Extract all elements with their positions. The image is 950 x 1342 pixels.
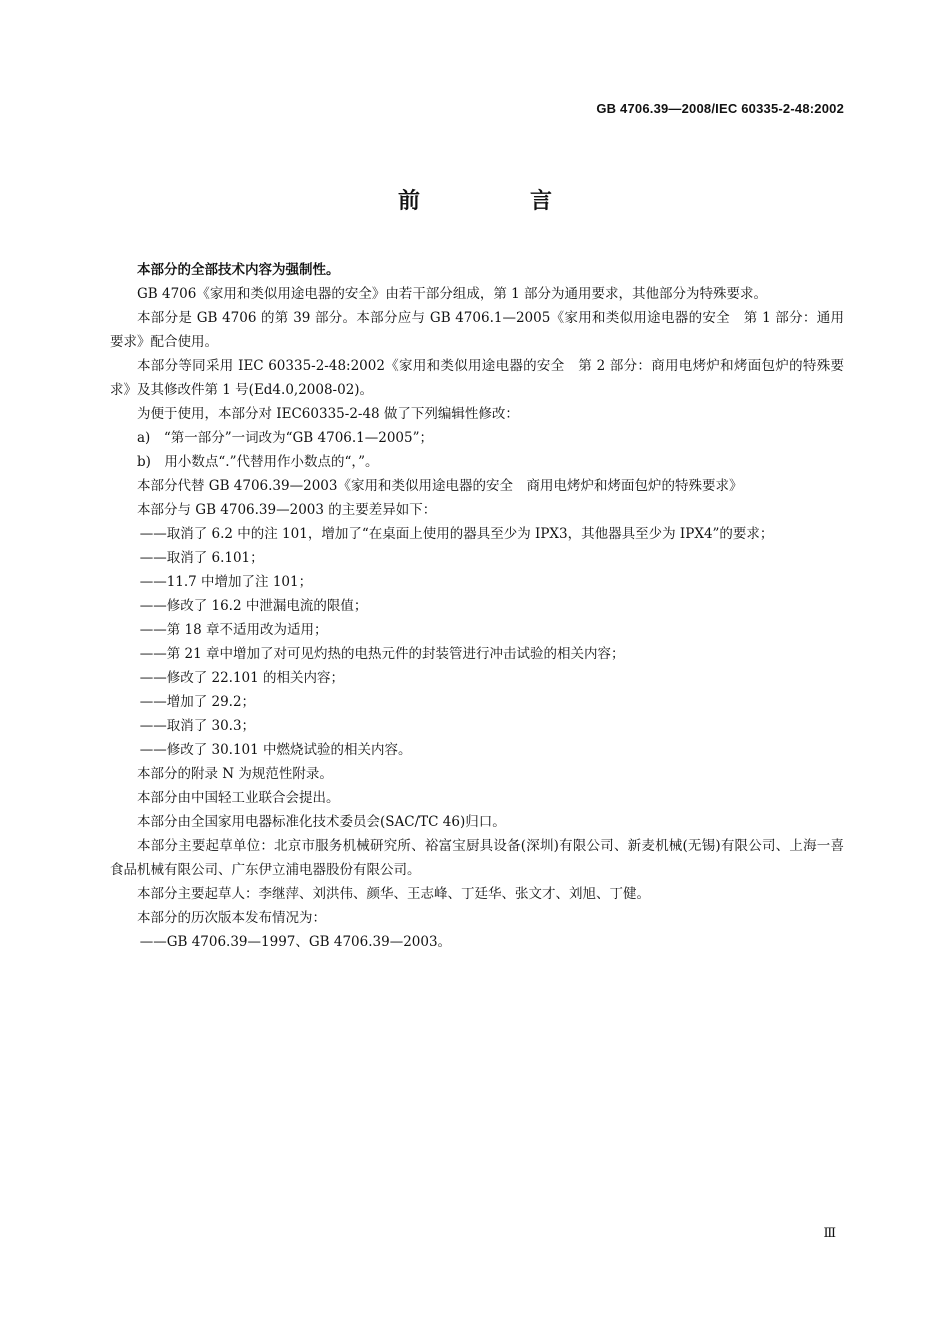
diff-list-item: ——增加了 29.2； (139, 694, 256, 710)
paragraph: 本部分代替 GB 4706.39—2003《家用和类似用途电器的安全 商用电烤炉和烤面包炉的特殊要求》 (137, 478, 743, 494)
mandatory-statement: 本部分的全部技术内容为强制性。 (137, 262, 340, 278)
page-title: 前 言 (397, 189, 596, 214)
edit-list-item: a) “第一部分”一词改为“GB 4706.1—2005”； (137, 430, 434, 446)
diff-list-item: ——修改了 22.101 的相关内容； (139, 670, 345, 686)
paragraph: 本部分与 GB 4706.39—2003 的主要差异如下： (137, 502, 437, 518)
diff-list-item: ——修改了 16.2 中泄漏电流的限值； (139, 598, 368, 614)
paragraph: 本部分等同采用 IEC 60335-2-48:2002《家用和类似用途电器的安全 第 2 部分：商用电烤炉和烤面包炉的特殊要求》及其修改件第 1 号(Ed4.0,2008-02)。 (110, 358, 844, 398)
page-number: Ⅲ (823, 1225, 836, 1240)
diff-list-item: ——修改了 30.101 中燃烧试验的相关内容。 (139, 742, 412, 758)
paragraph: 本部分主要起草单位：北京市服务机械研究所、裕富宝厨具设备(深圳)有限公司、新麦机械(无锡)有限公司、上海一喜食品机械有限公司、广东伊立浦电器股份有限公司。 (110, 838, 844, 878)
diff-list-item: ——第 21 章中增加了对可见灼热的电热元件的封装管进行冲击试验的相关内容； (139, 646, 625, 662)
paragraph: 本部分的附录 N 为规范性附录。 (137, 766, 333, 782)
paragraph: 为便于使用，本部分对 IEC60335-2-48 做了下列编辑性修改： (137, 406, 519, 422)
document-body (110, 258, 844, 954)
diff-list-item: ——取消了 6.101； (139, 550, 264, 566)
diff-list-item: ——取消了 6.2 中的注 101，增加了“在桌面上使用的器具至少为 IPX3，其他器具至少为 IPX4”的要求； (139, 526, 774, 542)
diff-list-item: ——第 18 章不适用改为适用； (139, 622, 328, 638)
edit-list-item: b) 用小数点“.”代替用作小数点的“，”。 (137, 454, 379, 470)
paragraph: 本部分的历次版本发布情况为： (137, 910, 326, 926)
paragraph: 本部分由全国家用电器标准化技术委员会(SAC/TC 46)归口。 (137, 814, 506, 830)
paragraph: GB 4706《家用和类似用途电器的安全》由若干部分组成，第 1 部分为通用要求，其他部分为特殊要求。 (137, 286, 768, 302)
diff-list-item: ——取消了 30.3； (139, 718, 256, 734)
paragraph: 本部分是 GB 4706 的第 39 部分。本部分应与 GB 4706.1—2005《家用和类似用途电器的安全 第 1 部分：通用要求》配合使用。 (110, 310, 844, 350)
paragraph: 本部分由中国轻工业联合会提出。 (137, 790, 340, 806)
history-list-item: ——GB 4706.39—1997、GB 4706.39—2003。 (139, 934, 452, 950)
paragraph: 本部分主要起草人：李继萍、刘洪伟、颜华、王志峰、丁廷华、张文才、刘旭、丁健。 (137, 886, 650, 902)
diff-list-item: ——11.7 中增加了注 101； (139, 574, 313, 590)
standard-number-header: GB 4706.39—2008/IEC 60335-2-48:2002 (596, 101, 844, 116)
